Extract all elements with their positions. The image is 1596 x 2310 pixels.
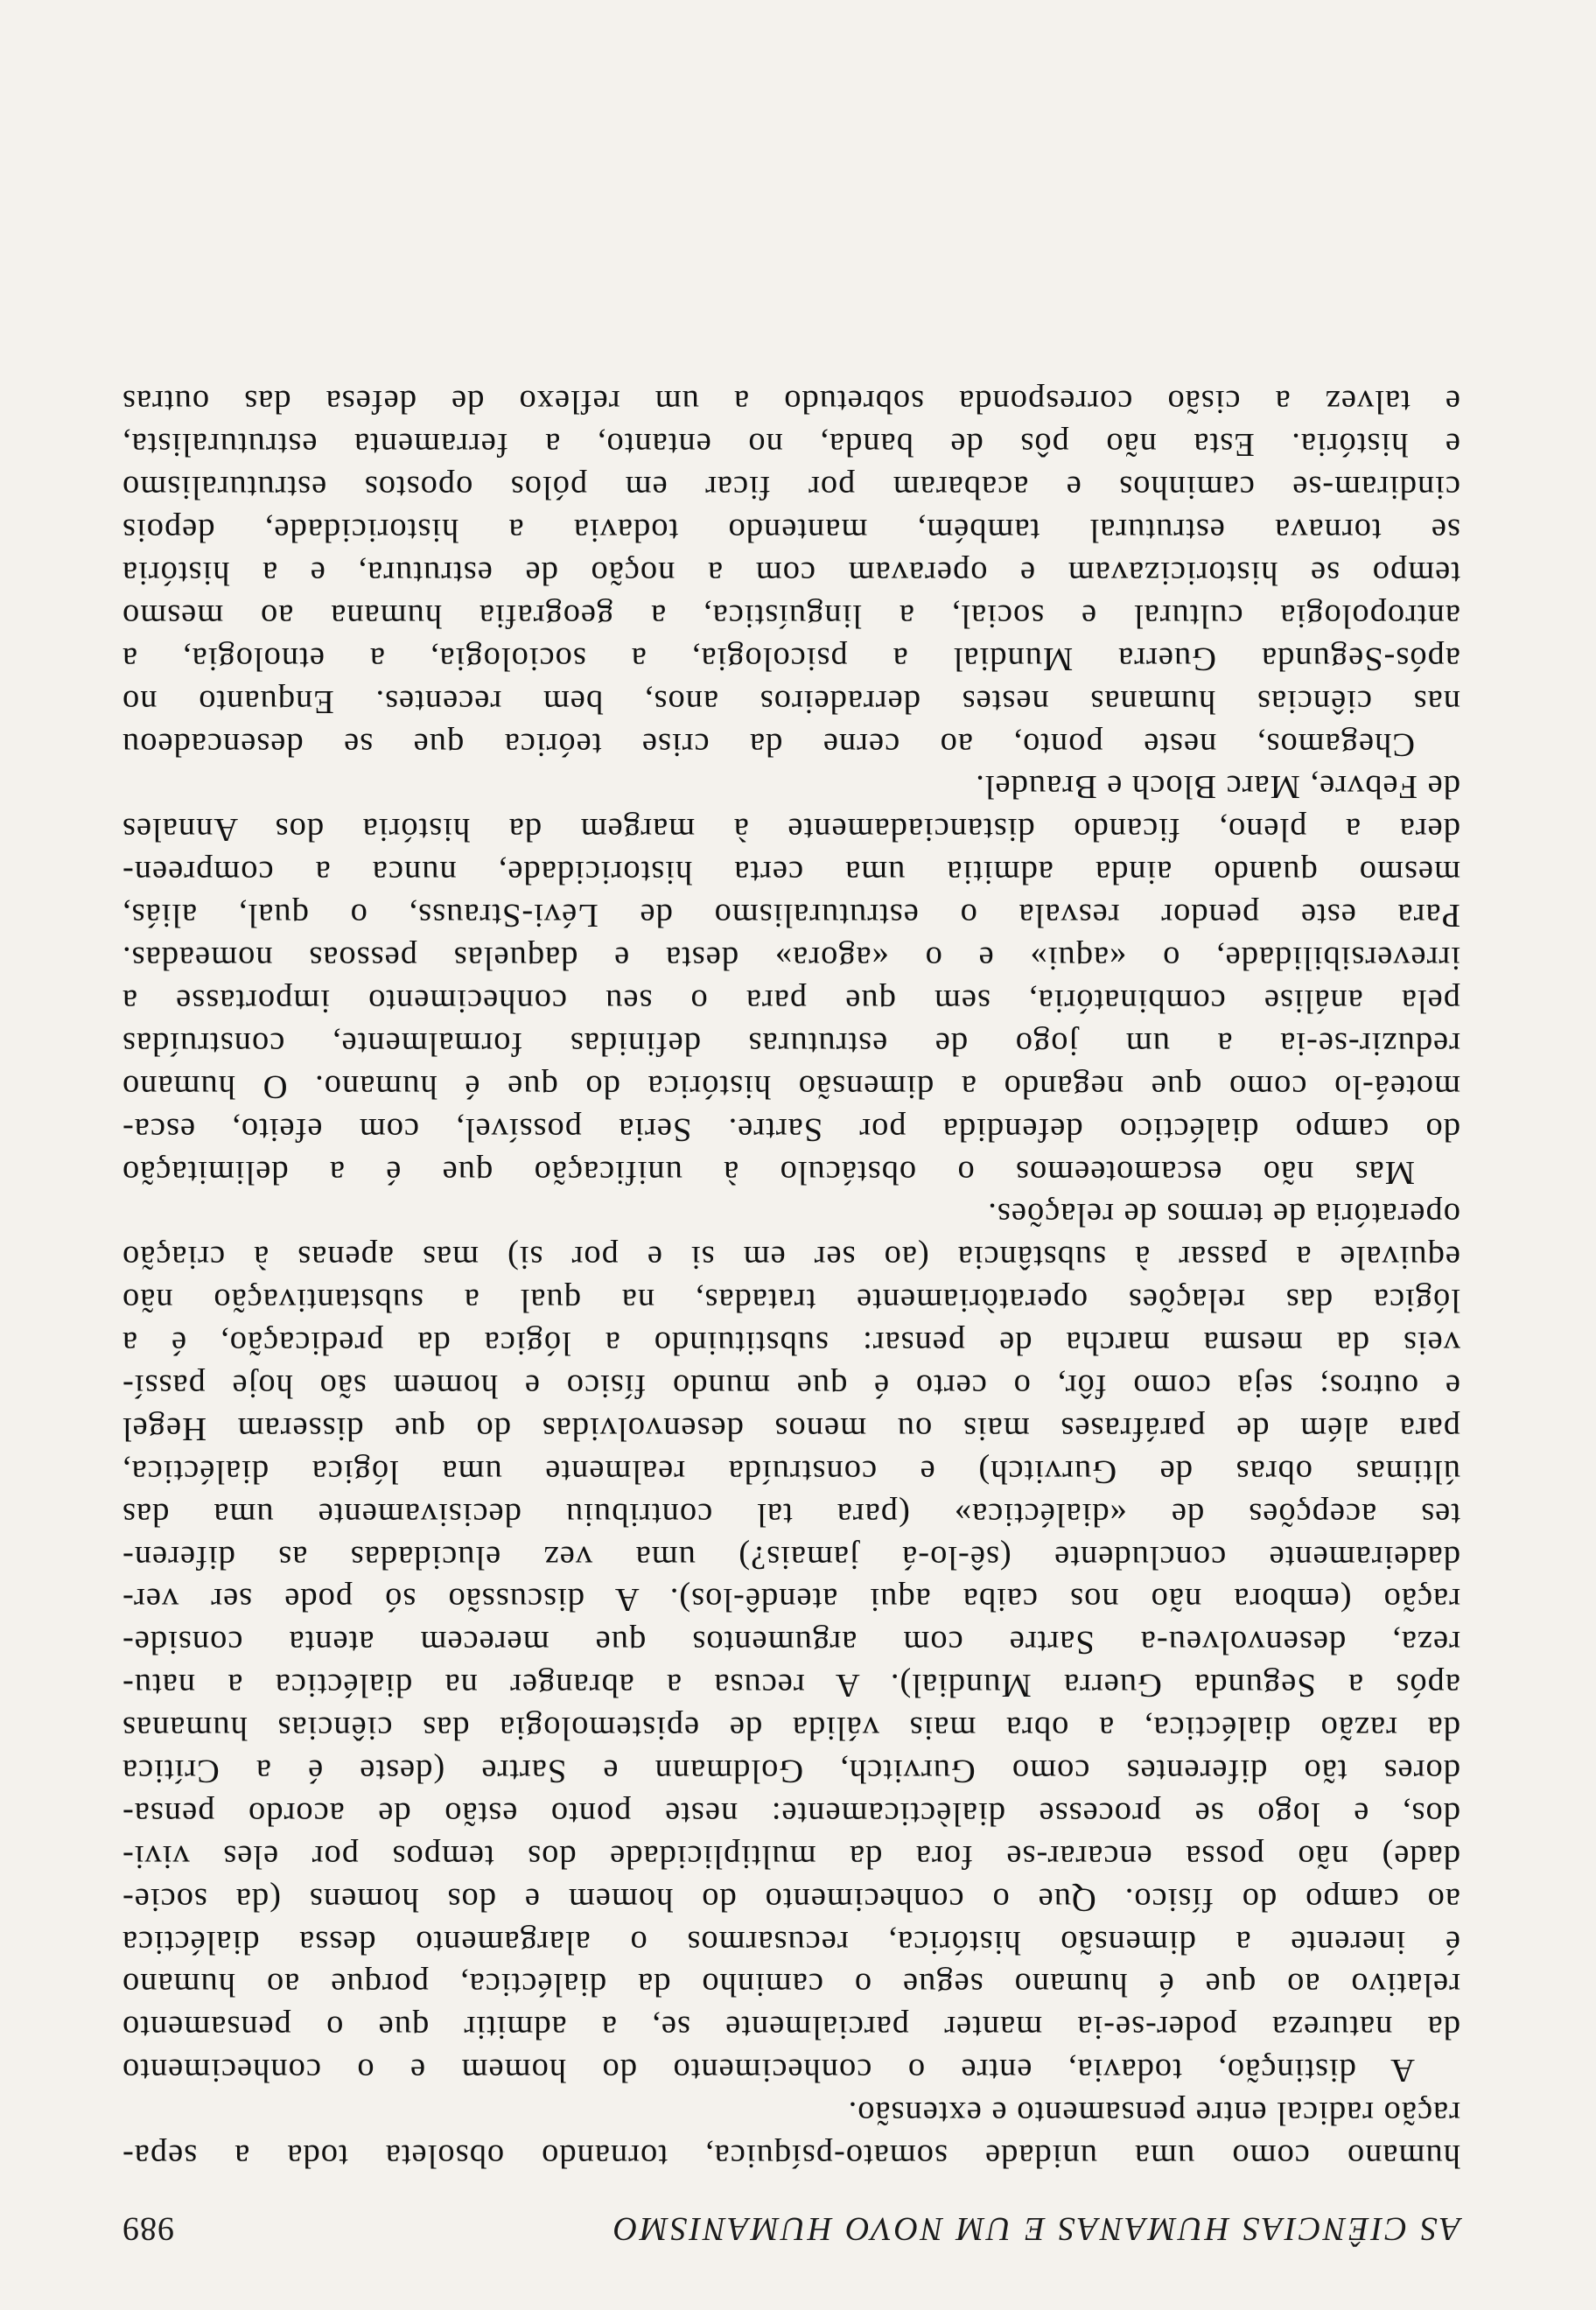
- text-line: Para este pendor resvala o estruturalismo de Lévi-Strauss, o qual, aliás,: [122, 897, 1460, 934]
- text-line: lógica das relações operatòriamente tratadas, na qual a substantivação não: [122, 1282, 1460, 1320]
- page-number: 989: [122, 2210, 174, 2247]
- text-line: irreversibilidade, o «aqui» e o «agora» desta e daquelas pessoas nomeadas.: [122, 940, 1460, 977]
- text-line: ao campo do físico. Que o conhecimento do homem e dos homens (da socie-: [122, 1880, 1460, 1918]
- text-line: dores tão diferentes como Gurvitch, Goldmann e Sartre (deste é a Crítica: [122, 1752, 1460, 1789]
- text-line: da natureza poder-se-ia manter parcialmente se, a admitir que o pensamento: [122, 2009, 1460, 2047]
- text-line: relativo ao que é humano segue o caminho da dialéctica, porque ao humano: [122, 1966, 1460, 2004]
- text-line: do campo dialéctico defendida por Sartre. Seria possível, com efeito, esca-: [122, 1110, 1460, 1148]
- text-line: e talvez a cisão corresponda sobretudo a um reflexo de defesa das outras: [122, 383, 1460, 421]
- text-line: dade) não possa encarar-se fora da multiplicidade dos tempos por eles vivi-: [122, 1838, 1460, 1875]
- body-text: [122, 381, 1460, 2177]
- text-line: Mas não escamoteemos o obstáculo à unificação que é a delimitação: [122, 1153, 1415, 1191]
- text-line: Chegamos, neste ponto, ao cerne da crise teórica que se desencadeou: [122, 725, 1415, 763]
- text-line: mesmo quando ainda admitia uma certa historicidade, nunca a compreen-: [122, 854, 1460, 892]
- text-line: após-Segunda Guerra Mundial a psicologia, a sociologia, a etnologia, a: [122, 640, 1460, 677]
- text-line: A distinção, todavia, entre o conhecimento do homem e o conhecimento: [122, 2052, 1415, 2090]
- page-header: [122, 2195, 1460, 2248]
- text-line: ração (embora não nos caiba aqui atendê-los). A discussão só pode ser ver-: [122, 1581, 1460, 1619]
- text-line: equivale a passar à substância (ao ser em si e por si) mas apenas à criação: [122, 1239, 1460, 1277]
- text-line: humano como uma unidade somato-psíquica, tornando obsoleta toda a sepa-: [122, 2138, 1460, 2174]
- text-line: nas ciências humanas nestes derradeiros anos, bem recentes. Enquanto no: [122, 682, 1460, 720]
- text-line: e história. Esta não pôs de banda, no entanto, a ferramenta estruturalista,: [122, 426, 1460, 464]
- text-line: cindiram-se caminhos e acabaram por ficar em pólos opostos estruturalismo: [122, 469, 1460, 507]
- text-line: dera a pleno, ficando distanciadamente à margem da história dos Annales: [122, 811, 1460, 849]
- text-line: se tornava estrutural também, mantendo todavia a historicidade, depois: [122, 512, 1460, 550]
- text-line: e outros; seja como fôr, o certo é que mundo físico e homem são hoje passí-: [122, 1367, 1460, 1404]
- text-line: é inerente a dimensão histórica, recusarmos o alargamento dessa dialéctica: [122, 1923, 1460, 1961]
- text-line: antropologia cultural e social, a linguística, a geografia humana ao mesmo: [122, 597, 1460, 634]
- text-line: dos, e logo se processe dialècticamente: neste ponto estão de acordo pensa-: [122, 1795, 1460, 1832]
- text-line: moteá-lo como que negando a dimensão histórica do que é humano. O humano: [122, 1068, 1460, 1105]
- running-head: AS CIÊNCIAS HUMANAS E UM NOVO HUMANISMO: [611, 2210, 1460, 2247]
- text-line: últimas obras de Gurvitch) e construída realmente uma lógica dialéctica,: [122, 1452, 1460, 1490]
- text-line: após a Segunda Guerra Mundial). A recusa a abranger na dialéctica a natu-: [122, 1667, 1460, 1704]
- text-line: dadeiramente concludente (sê-lo-á jamais?) uma vez elucidadas as diferen-: [122, 1538, 1460, 1576]
- text-line: reduzir-se-ia a um jogo de estruturas definidas formalmente, construídas: [122, 1025, 1460, 1062]
- text-line: tes acepções de «dialéctica» (para tal contribuiu decisivamente uma das: [122, 1495, 1460, 1533]
- text-line: para além de paráfrases mais ou menos desenvolvidas do que disseram Hegel: [122, 1410, 1460, 1447]
- text-line: tempo se historicizavam e operavam com a noção de estrutura, e a história: [122, 555, 1460, 592]
- text-line: ração radical entre pensamento e extensão.: [847, 2095, 1460, 2132]
- text-line: da razão dialéctica, a obra mais válida de epistemologia das ciências humanas: [122, 1710, 1460, 1747]
- text-line: reza, desenvolveu-a Sartre com argumentos que merecem atenta conside-: [122, 1624, 1460, 1662]
- text-line: pela análise combinatória, sem que para o seu conhecimento importasse a: [122, 982, 1460, 1019]
- text-line: de Febvre, Marc Bloch e Braudel.: [975, 768, 1460, 806]
- text-line: operatória de termos de relações.: [987, 1196, 1460, 1234]
- text-line: veis da mesma marcha de pensar: substituindo a lógica da predicação, é a: [122, 1325, 1460, 1362]
